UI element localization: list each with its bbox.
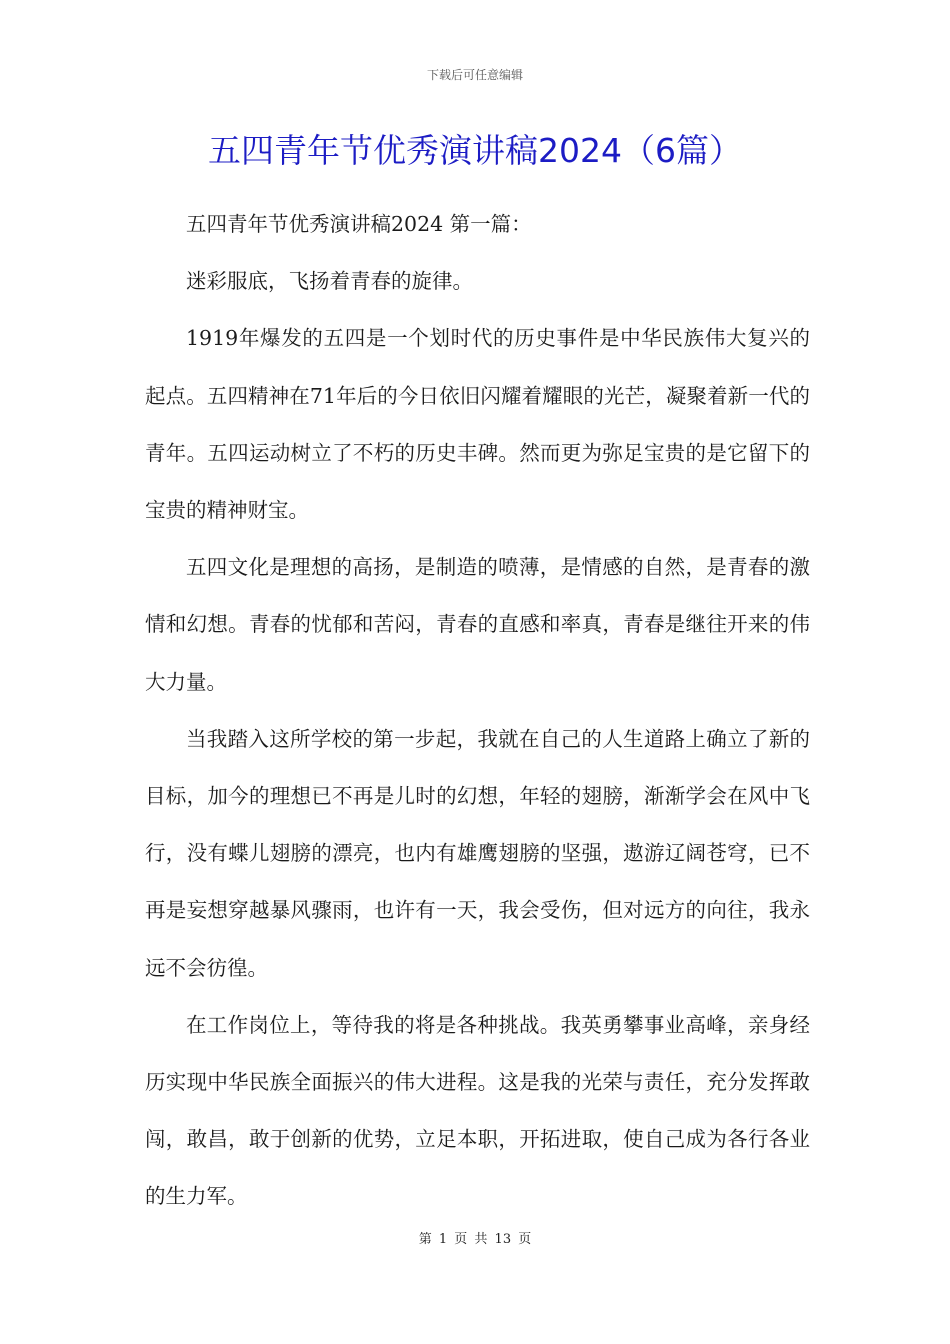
paragraph-1: 五四青年节优秀演讲稿2024 第一篇： (186, 212, 532, 236)
paragraph-2: 迷彩服底，飞扬着青春的旋律。 (186, 269, 473, 294)
document-title: 五四青年节优秀演讲稿2024（6篇） (208, 131, 742, 170)
header-note: 下载后可任意编辑 (426, 68, 523, 82)
paragraph-3: 1919年爆发的五四是一个划时代的历史事件是中华民族伟大复兴的起点。五四精神在71年后的今日依旧闪耀着耀眼的光芒，凝聚着新一代的青年。五四运动树立了不朽的历史丰碑。然而更为弥足宝贵的是它留下的宝贵的精神财宝。 (145, 326, 810, 523)
paragraph-4: 五四文化是理想的高扬，是制造的喷薄，是情感的自然，是青春的激情和幻想。青春的忧郁和苦闷，青春的直感和率真，青春是继往开来的伟大力量。 (145, 555, 810, 694)
document-body (145, 196, 810, 1226)
paragraph-5: 当我踏入这所学校的第一步起，我就在自己的人生道路上确立了新的目标，加今的理想已不再是儿时的幻想，年轻的翅膀，渐渐学会在风中飞行，没有蝶儿翅膀的漂亮，也内有雄鹰翅膀的坚强，遨游辽阔苍穹，已不再是妄想穿越暴风骤雨，也许有一天，我会受伤，但对远方的向往，我永远不会彷徨。 (145, 726, 810, 980)
page-number: 第 1 页 共 13 页 (418, 1232, 532, 1247)
paragraph-6: 在工作岗位上，等待我的将是各种挑战。我英勇攀事业高峰，亲身经历实现中华民族全面振兴的伟大进程。这是我的光荣与责任，充分发挥敢闯，敢昌，敢于创新的优势，立足本职，开拓进取，使自己成为各行各业的生力军。 (145, 1012, 810, 1209)
